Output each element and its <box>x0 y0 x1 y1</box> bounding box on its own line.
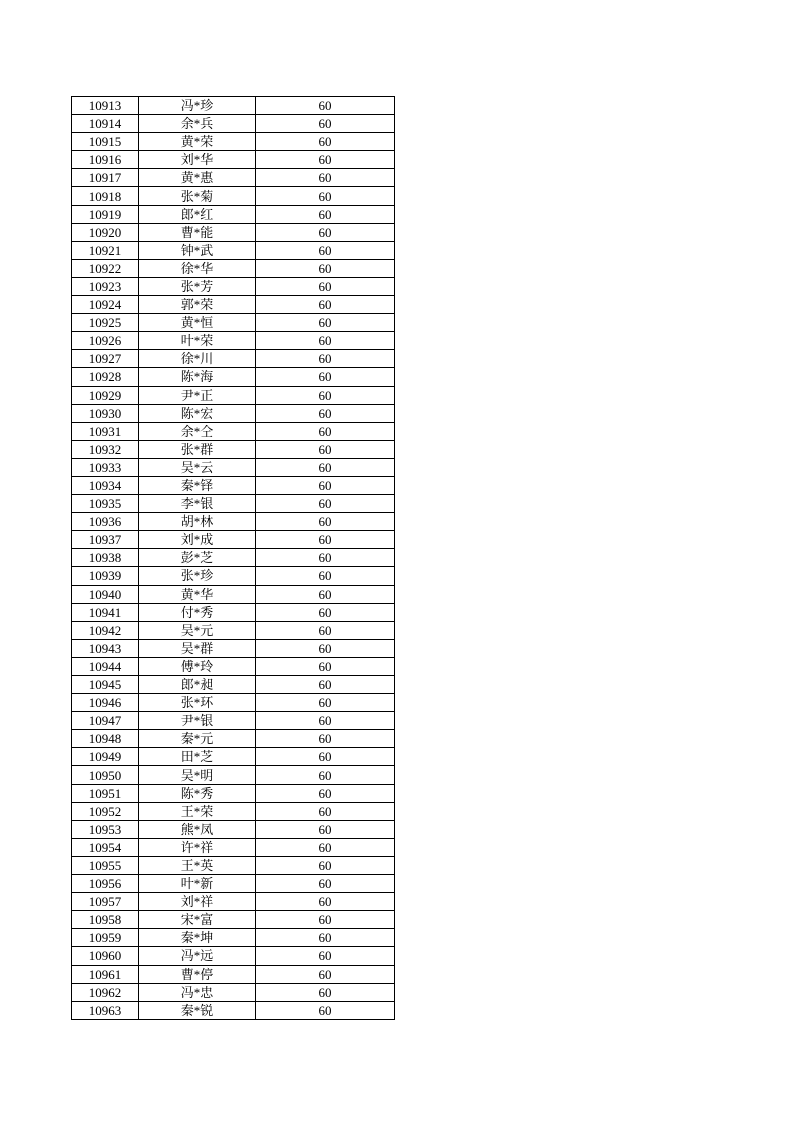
row-amount-cell: 60 <box>256 784 395 802</box>
row-id-cell: 10948 <box>72 730 139 748</box>
row-id-cell: 10926 <box>72 332 139 350</box>
row-amount-cell: 60 <box>256 694 395 712</box>
table-row <box>72 531 395 549</box>
row-id-cell: 10925 <box>72 314 139 332</box>
row-id-cell: 10959 <box>72 929 139 947</box>
row-amount-cell: 60 <box>256 296 395 314</box>
row-id-cell: 10915 <box>72 133 139 151</box>
row-name-cell: 张*菊 <box>139 187 256 205</box>
row-name-cell: 徐*川 <box>139 350 256 368</box>
row-amount-cell: 60 <box>256 947 395 965</box>
row-name-cell: 秦*坤 <box>139 929 256 947</box>
row-id-cell: 10934 <box>72 476 139 494</box>
table-row <box>72 314 395 332</box>
row-name-cell: 刘*成 <box>139 531 256 549</box>
row-amount-cell: 60 <box>256 97 395 115</box>
row-name-cell: 曹*能 <box>139 223 256 241</box>
row-amount-cell: 60 <box>256 748 395 766</box>
row-id-cell: 10924 <box>72 296 139 314</box>
row-name-cell: 张*珍 <box>139 567 256 585</box>
row-amount-cell: 60 <box>256 368 395 386</box>
row-id-cell: 10937 <box>72 531 139 549</box>
row-amount-cell: 60 <box>256 965 395 983</box>
row-id-cell: 10929 <box>72 386 139 404</box>
row-id-cell: 10942 <box>72 621 139 639</box>
row-amount-cell: 60 <box>256 205 395 223</box>
row-amount-cell: 60 <box>256 875 395 893</box>
table-row <box>72 223 395 241</box>
table-row <box>72 350 395 368</box>
row-id-cell: 10918 <box>72 187 139 205</box>
row-name-cell: 陈*宏 <box>139 404 256 422</box>
table-row <box>72 187 395 205</box>
row-name-cell: 黄*荣 <box>139 133 256 151</box>
table-row <box>72 712 395 730</box>
row-id-cell: 10919 <box>72 205 139 223</box>
row-name-cell: 付*秀 <box>139 603 256 621</box>
table-body <box>72 97 395 1020</box>
row-name-cell: 许*祥 <box>139 838 256 856</box>
row-id-cell: 10954 <box>72 838 139 856</box>
row-amount-cell: 60 <box>256 513 395 531</box>
row-amount-cell: 60 <box>256 187 395 205</box>
row-name-cell: 吴*云 <box>139 458 256 476</box>
row-id-cell: 10933 <box>72 458 139 476</box>
row-id-cell: 10939 <box>72 567 139 585</box>
table-row <box>72 296 395 314</box>
row-amount-cell: 60 <box>256 476 395 494</box>
table-row <box>72 983 395 1001</box>
row-amount-cell: 60 <box>256 603 395 621</box>
row-amount-cell: 60 <box>256 241 395 259</box>
row-id-cell: 10935 <box>72 495 139 513</box>
row-name-cell: 秦*元 <box>139 730 256 748</box>
row-name-cell: 胡*林 <box>139 513 256 531</box>
table-row <box>72 929 395 947</box>
row-amount-cell: 60 <box>256 585 395 603</box>
row-amount-cell: 60 <box>256 495 395 513</box>
row-amount-cell: 60 <box>256 639 395 657</box>
row-name-cell: 田*芝 <box>139 748 256 766</box>
row-name-cell: 黄*华 <box>139 585 256 603</box>
table-row <box>72 97 395 115</box>
row-amount-cell: 60 <box>256 893 395 911</box>
table-row <box>72 133 395 151</box>
row-name-cell: 宋*富 <box>139 911 256 929</box>
row-amount-cell: 60 <box>256 115 395 133</box>
row-amount-cell: 60 <box>256 712 395 730</box>
table-row <box>72 549 395 567</box>
row-amount-cell: 60 <box>256 133 395 151</box>
table-row <box>72 259 395 277</box>
table-row <box>72 241 395 259</box>
row-amount-cell: 60 <box>256 440 395 458</box>
row-amount-cell: 60 <box>256 350 395 368</box>
row-name-cell: 黄*恒 <box>139 314 256 332</box>
row-id-cell: 10913 <box>72 97 139 115</box>
row-id-cell: 10928 <box>72 368 139 386</box>
row-id-cell: 10961 <box>72 965 139 983</box>
row-name-cell: 王*英 <box>139 856 256 874</box>
row-amount-cell: 60 <box>256 458 395 476</box>
row-amount-cell: 60 <box>256 151 395 169</box>
row-name-cell: 吴*元 <box>139 621 256 639</box>
row-name-cell: 徐*华 <box>139 259 256 277</box>
table-row <box>72 585 395 603</box>
table-row <box>72 422 395 440</box>
row-id-cell: 10931 <box>72 422 139 440</box>
row-amount-cell: 60 <box>256 404 395 422</box>
row-id-cell: 10927 <box>72 350 139 368</box>
table-row <box>72 947 395 965</box>
row-amount-cell: 60 <box>256 169 395 187</box>
row-name-cell: 陈*秀 <box>139 784 256 802</box>
table-row <box>72 911 395 929</box>
row-amount-cell: 60 <box>256 531 395 549</box>
row-name-cell: 叶*新 <box>139 875 256 893</box>
row-name-cell: 冯*珍 <box>139 97 256 115</box>
table-row <box>72 820 395 838</box>
table-row <box>72 476 395 494</box>
row-name-cell: 郎*红 <box>139 205 256 223</box>
row-name-cell: 余*兵 <box>139 115 256 133</box>
row-id-cell: 10917 <box>72 169 139 187</box>
row-id-cell: 10960 <box>72 947 139 965</box>
row-name-cell: 曹*停 <box>139 965 256 983</box>
row-name-cell: 张*群 <box>139 440 256 458</box>
row-id-cell: 10950 <box>72 766 139 784</box>
row-name-cell: 张*芳 <box>139 277 256 295</box>
row-amount-cell: 60 <box>256 314 395 332</box>
row-name-cell: 王*荣 <box>139 802 256 820</box>
table-row <box>72 748 395 766</box>
row-id-cell: 10947 <box>72 712 139 730</box>
row-id-cell: 10943 <box>72 639 139 657</box>
row-amount-cell: 60 <box>256 386 395 404</box>
table-row <box>72 151 395 169</box>
row-amount-cell: 60 <box>256 676 395 694</box>
row-amount-cell: 60 <box>256 838 395 856</box>
table-row <box>72 1001 395 1019</box>
table-row <box>72 694 395 712</box>
row-amount-cell: 60 <box>256 983 395 1001</box>
row-id-cell: 10956 <box>72 875 139 893</box>
table-row <box>72 495 395 513</box>
row-id-cell: 10920 <box>72 223 139 241</box>
table-row <box>72 440 395 458</box>
row-name-cell: 彭*芝 <box>139 549 256 567</box>
row-name-cell: 黄*惠 <box>139 169 256 187</box>
row-amount-cell: 60 <box>256 259 395 277</box>
row-amount-cell: 60 <box>256 332 395 350</box>
row-amount-cell: 60 <box>256 856 395 874</box>
table-row <box>72 766 395 784</box>
row-name-cell: 郭*荣 <box>139 296 256 314</box>
table-row <box>72 169 395 187</box>
row-name-cell: 张*环 <box>139 694 256 712</box>
table-row <box>72 567 395 585</box>
table-row <box>72 802 395 820</box>
row-id-cell: 10916 <box>72 151 139 169</box>
row-id-cell: 10922 <box>72 259 139 277</box>
table-row <box>72 205 395 223</box>
table-row <box>72 856 395 874</box>
row-name-cell: 郎*昶 <box>139 676 256 694</box>
row-name-cell: 余*仝 <box>139 422 256 440</box>
row-name-cell: 吴*明 <box>139 766 256 784</box>
table-row <box>72 332 395 350</box>
row-id-cell: 10940 <box>72 585 139 603</box>
row-id-cell: 10957 <box>72 893 139 911</box>
row-id-cell: 10944 <box>72 657 139 675</box>
row-id-cell: 10955 <box>72 856 139 874</box>
row-id-cell: 10921 <box>72 241 139 259</box>
table-row <box>72 603 395 621</box>
row-amount-cell: 60 <box>256 766 395 784</box>
row-amount-cell: 60 <box>256 929 395 947</box>
row-amount-cell: 60 <box>256 911 395 929</box>
table-row <box>72 676 395 694</box>
table-row <box>72 784 395 802</box>
table-row <box>72 513 395 531</box>
table-row <box>72 838 395 856</box>
row-id-cell: 10962 <box>72 983 139 1001</box>
row-id-cell: 10963 <box>72 1001 139 1019</box>
table-row <box>72 639 395 657</box>
table-row <box>72 458 395 476</box>
row-name-cell: 吴*群 <box>139 639 256 657</box>
row-name-cell: 傅*玲 <box>139 657 256 675</box>
row-id-cell: 10952 <box>72 802 139 820</box>
row-amount-cell: 60 <box>256 802 395 820</box>
row-name-cell: 秦*铎 <box>139 476 256 494</box>
row-amount-cell: 60 <box>256 657 395 675</box>
row-amount-cell: 60 <box>256 621 395 639</box>
row-amount-cell: 60 <box>256 567 395 585</box>
table-row <box>72 115 395 133</box>
row-name-cell: 冯*远 <box>139 947 256 965</box>
row-id-cell: 10949 <box>72 748 139 766</box>
table-row <box>72 657 395 675</box>
row-id-cell: 10932 <box>72 440 139 458</box>
row-amount-cell: 60 <box>256 820 395 838</box>
row-id-cell: 10914 <box>72 115 139 133</box>
row-name-cell: 秦*锐 <box>139 1001 256 1019</box>
row-amount-cell: 60 <box>256 1001 395 1019</box>
row-id-cell: 10953 <box>72 820 139 838</box>
row-id-cell: 10958 <box>72 911 139 929</box>
row-name-cell: 熊*凤 <box>139 820 256 838</box>
table-row <box>72 893 395 911</box>
table-row <box>72 277 395 295</box>
row-id-cell: 10941 <box>72 603 139 621</box>
table-row <box>72 621 395 639</box>
row-name-cell: 尹*正 <box>139 386 256 404</box>
row-id-cell: 10946 <box>72 694 139 712</box>
row-amount-cell: 60 <box>256 730 395 748</box>
row-name-cell: 刘*祥 <box>139 893 256 911</box>
table-row <box>72 386 395 404</box>
row-name-cell: 叶*荣 <box>139 332 256 350</box>
data-table <box>71 96 395 1020</box>
row-id-cell: 10945 <box>72 676 139 694</box>
row-name-cell: 钟*武 <box>139 241 256 259</box>
table-row <box>72 875 395 893</box>
row-id-cell: 10951 <box>72 784 139 802</box>
row-name-cell: 刘*华 <box>139 151 256 169</box>
row-id-cell: 10936 <box>72 513 139 531</box>
row-id-cell: 10923 <box>72 277 139 295</box>
row-amount-cell: 60 <box>256 223 395 241</box>
row-name-cell: 冯*忠 <box>139 983 256 1001</box>
table-row <box>72 368 395 386</box>
row-name-cell: 尹*银 <box>139 712 256 730</box>
row-name-cell: 陈*海 <box>139 368 256 386</box>
row-amount-cell: 60 <box>256 277 395 295</box>
row-id-cell: 10938 <box>72 549 139 567</box>
row-id-cell: 10930 <box>72 404 139 422</box>
row-name-cell: 李*银 <box>139 495 256 513</box>
row-amount-cell: 60 <box>256 422 395 440</box>
table-row <box>72 404 395 422</box>
table-row <box>72 965 395 983</box>
table-row <box>72 730 395 748</box>
row-amount-cell: 60 <box>256 549 395 567</box>
